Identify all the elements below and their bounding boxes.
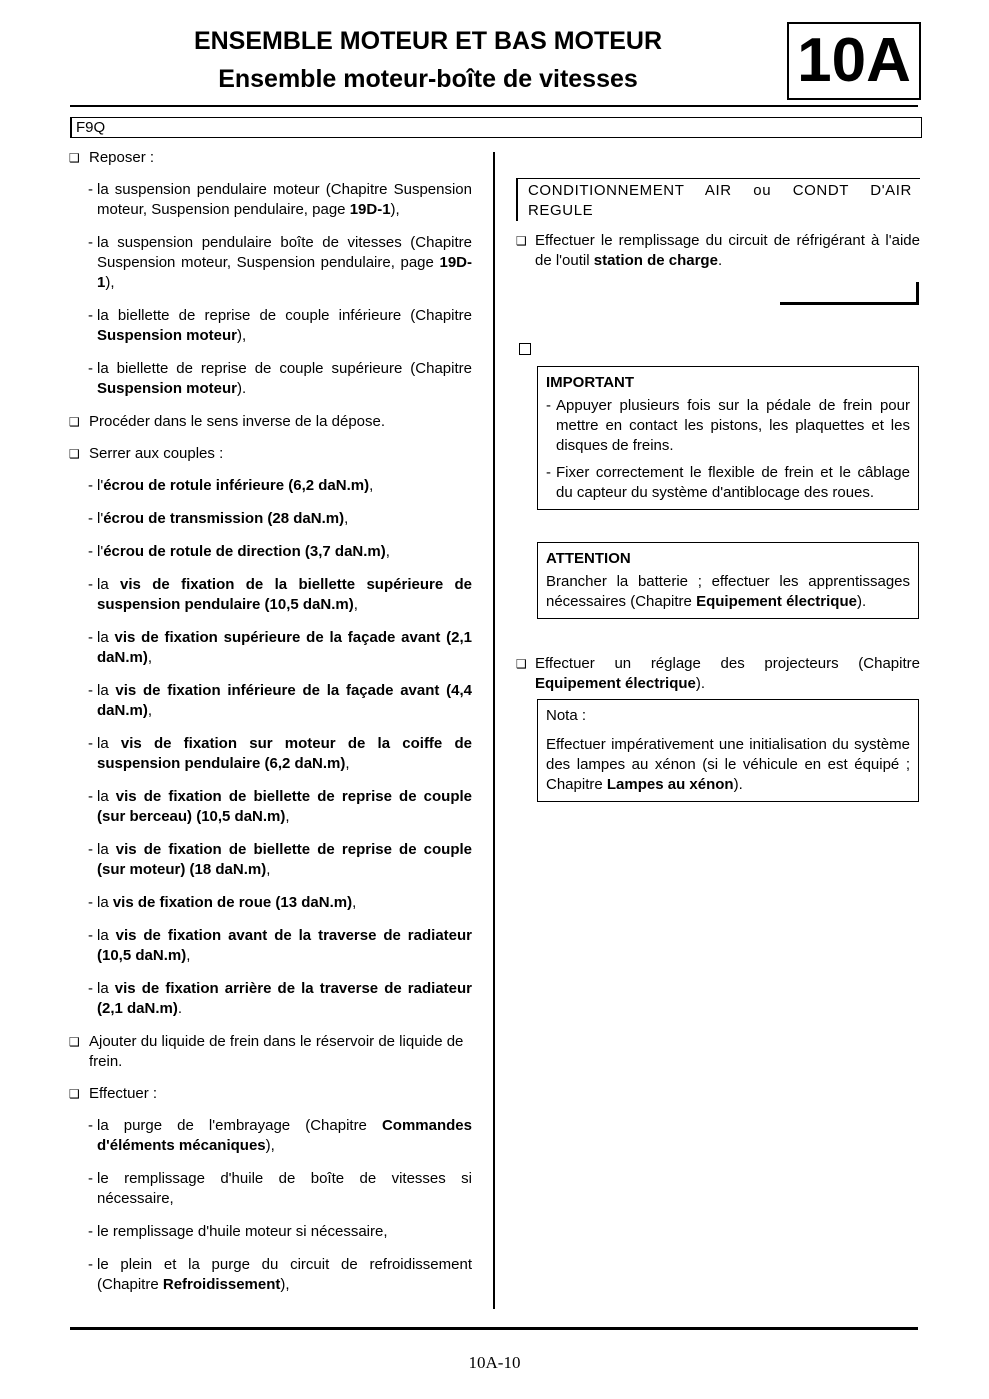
step-serrer: ❑ Serrer aux couples : xyxy=(70,444,472,464)
chapter-badge: 10A xyxy=(787,22,921,100)
torque-item: - l'écrou de rotule inférieure (6,2 daN.m), xyxy=(88,477,374,494)
list-item: - le plein et la purge du circuit de refroidissement (Chapitre Refroidissement), xyxy=(88,1256,472,1293)
right-column-top xyxy=(516,178,920,283)
list-item: - la biellette de reprise de couple supérieure (Chapitre Suspension moteur). xyxy=(88,360,472,397)
torque-item: - la vis de fixation sur moteur de la coiffe de suspension pendulaire (6,2 daN.m), xyxy=(88,735,472,772)
list-item: - le remplissage d'huile de boîte de vitesses si nécessaire, xyxy=(88,1170,472,1207)
step-proceder: ❑ Procéder dans le sens inverse de la dépose. xyxy=(70,412,472,432)
attention-text: Brancher la batterie ; effectuer les apprentissages nécessaires (Chapitre Equipement électrique). xyxy=(546,573,910,610)
step-refrigerant: ❑ Effectuer le remplissage du circuit de réfrigérant à l'aide de l'outil station de charge. xyxy=(516,231,920,271)
important-box xyxy=(537,366,919,510)
torque-item: - la vis de fixation inférieure de la façade avant (4,4 daN.m), xyxy=(88,682,472,719)
torque-item: - la vis de fixation de biellette de reprise de couple (sur moteur) (18 daN.m), xyxy=(88,841,472,878)
footer-rule xyxy=(70,1327,918,1330)
checkbox-icon xyxy=(519,343,531,355)
nota-heading: Nota : xyxy=(546,707,587,724)
page-number: 10A-10 xyxy=(468,1353,521,1372)
attention-box xyxy=(537,542,919,619)
important-item: - Appuyer plusieurs fois sur la pédale de frein pour mettre en contact les pistons, les plaquettes et les disques de freins. xyxy=(546,397,910,454)
torque-item: - la vis de fixation de la biellette supérieure de suspension pendulaire (10,5 daN.m), xyxy=(88,576,473,613)
left-column xyxy=(70,148,472,1308)
list-item: - la suspension pendulaire boîte de vitesses (Chapitre Suspension moteur, Suspension pendulaire, page 19D-1), xyxy=(88,234,472,291)
nota-text: Effectuer impérativement une initialisation du système des lampes au xénon (si le véhicule en est équipé ; Chapitre Lampes au xénon). xyxy=(546,736,910,793)
list-item: - la suspension pendulaire moteur (Chapitre Suspension moteur, Suspension pendulaire, page 19D-1), xyxy=(88,181,472,218)
torque-item: - la vis de fixation avant de la traverse de radiateur (10,5 daN.m), xyxy=(88,927,472,964)
step-ajouter: ❑ Ajouter du liquide de frein dans le réservoir de liquide de frein. xyxy=(70,1032,472,1072)
page-subtitle: Ensemble moteur-boîte de vitesses xyxy=(218,65,638,93)
column-separator xyxy=(493,152,495,1309)
list-item: - la biellette de reprise de couple inférieure (Chapitre Suspension moteur), xyxy=(88,307,472,344)
step-effectuer: ❑ Effectuer : xyxy=(70,1084,472,1104)
torque-item: - l'écrou de transmission (28 daN.m), xyxy=(88,510,349,527)
torque-item: - la vis de fixation arrière de la traverse de radiateur (2,1 daN.m). xyxy=(88,980,472,1017)
torque-item: - la vis de fixation supérieure de la façade avant (2,1 daN.m), xyxy=(88,629,472,666)
important-item: - Fixer correctement le flexible de frein et le câblage du capteur du système d'antiblocage des roues. xyxy=(546,464,910,501)
engine-code-bar: F9Q xyxy=(70,117,922,138)
condition-label: CONDITIONNEMENT AIR ou CONDT D'AIR REGULE xyxy=(516,178,920,221)
list-item: - le remplissage d'huile moteur si nécessaire, xyxy=(88,1223,388,1240)
step-projecteurs: ❑ Effectuer un réglage des projecteurs (Chapitre Equipement électrique). xyxy=(516,654,920,694)
header-rule xyxy=(70,105,918,107)
nota-box xyxy=(537,699,919,802)
torque-item: - l'écrou de rotule de direction (3,7 daN.m), xyxy=(88,543,390,560)
torque-item: - la vis de fixation de roue (13 daN.m), xyxy=(88,894,357,911)
step-reposer: ❑ Reposer : xyxy=(70,148,472,168)
attention-heading: ATTENTION xyxy=(546,550,631,567)
important-heading: IMPORTANT xyxy=(546,374,635,391)
condition-end-mark xyxy=(780,282,919,305)
page-title: ENSEMBLE MOTEUR ET BAS MOTEUR xyxy=(193,27,663,55)
torque-item: - la vis de fixation de biellette de reprise de couple (sur berceau) (10,5 daN.m), xyxy=(88,788,472,825)
list-item: - la purge de l'embrayage (Chapitre Commandes d'éléments mécaniques), xyxy=(88,1117,472,1154)
